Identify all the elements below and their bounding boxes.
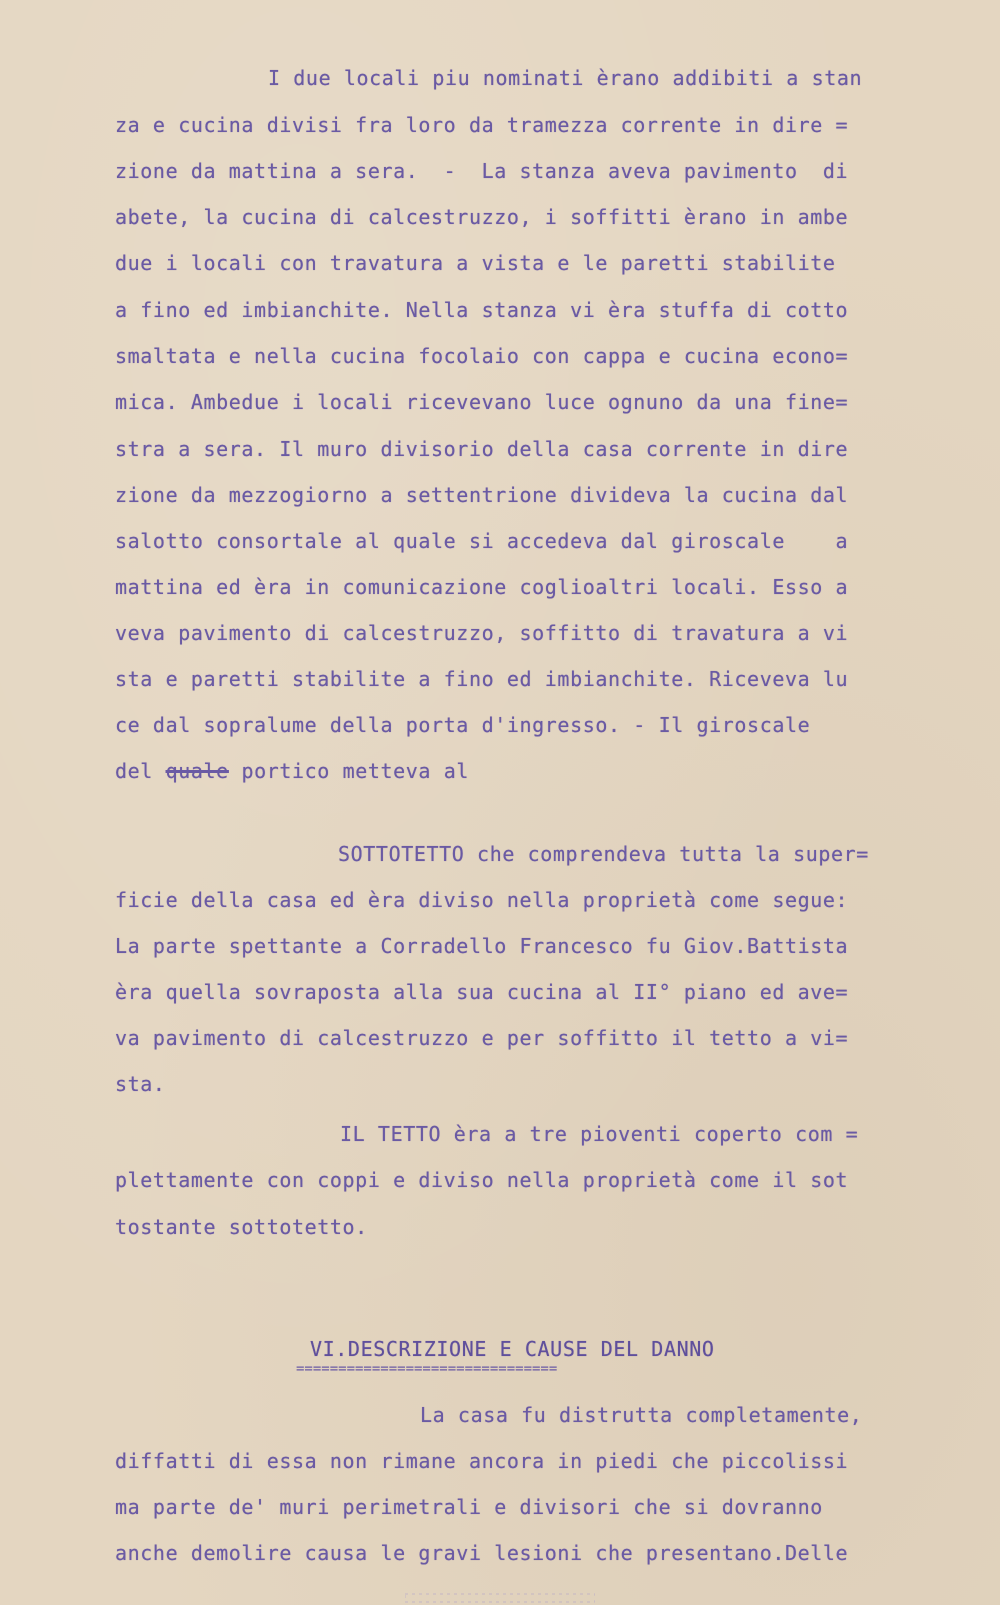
text-line-20: èra quella sovraposta alla sua cucina al II° piano ed ave=	[115, 980, 849, 1004]
text-line-19: La parte spettante a Corradello Francesco fu Giov.Battista	[115, 934, 849, 958]
text-line-16	[115, 759, 920, 783]
text-line-22: sta.	[115, 1072, 166, 1096]
struck-word: quale	[165, 759, 229, 783]
text-line-26: La casa fu distrutta completamente,	[420, 1403, 863, 1427]
text-line-1: I due locali piu nominati èrano addibiti a stan	[268, 66, 863, 90]
text-line-10: zione da mezzogiorno a settentrione divideva la cucina dal	[115, 483, 849, 507]
text-line-6: a fino ed imbianchite. Nella stanza vi èra stuffa di cotto	[115, 298, 849, 322]
text-line-24: plettamente con coppi e diviso nella proprietà come il sot	[115, 1168, 849, 1192]
text-line-8: mica. Ambedue i locali ricevevano luce ognuno da una fine=	[115, 390, 849, 414]
text-line-21: va pavimento di calcestruzzo e per soffitto il tetto a vi=	[115, 1026, 849, 1050]
text-line-14: sta e paretti stabilite a fino ed imbianchite. Riceveva lu	[115, 667, 849, 691]
stamp-remnant-icon	[405, 1590, 595, 1604]
text-line-23: IL TETTO èra a tre pioventi coperto com =	[340, 1122, 859, 1146]
text-line-7: smaltata e nella cucina focolaio con cappa e cucina econo=	[115, 344, 849, 368]
text-line-12: mattina ed èra in comunicazione coglioaltri locali. Esso a	[115, 575, 849, 599]
text-line-29: anche demolire causa le gravi lesioni che presentano.Delle	[115, 1541, 849, 1565]
text-line-15: ce dal sopralume della porta d'ingresso. - Il giroscale	[115, 713, 811, 737]
section-heading: VI.DESCRIZIONE E CAUSE DEL DANNO	[310, 1337, 715, 1361]
text-fragment-suffix: portico metteva al	[228, 759, 469, 783]
text-line-13: veva pavimento di calcestruzzo, soffitto di travatura a vi	[115, 621, 849, 645]
text-line-27: diffatti di essa non rimane ancora in piedi che piccolissi	[115, 1449, 849, 1473]
heading-underline: ===============================	[296, 1361, 558, 1377]
text-line-11: salotto consortale al quale si accedeva dal giroscale a	[115, 529, 849, 553]
text-line-18: ficie della casa ed èra diviso nella proprietà come segue:	[115, 888, 849, 912]
text-line-28: ma parte de' muri perimetrali e divisori che si dovranno	[115, 1495, 823, 1519]
text-line-25: tostante sottotetto.	[115, 1215, 368, 1239]
text-line-3: zione da mattina a sera. - La stanza aveva pavimento di	[115, 159, 849, 183]
text-line-4: abete, la cucina di calcestruzzo, i soffitti èrano in ambe	[115, 205, 849, 229]
text-line-17: SOTTOTETTO che comprendeva tutta la super=	[338, 842, 869, 866]
text-line-2: za e cucina divisi fra loro da tramezza corrente in dire =	[115, 113, 849, 137]
text-line-9: stra a sera. Il muro divisorio della casa corrente in dire	[115, 437, 849, 461]
text-line-5: due i locali con travatura a vista e le paretti stabilite	[115, 251, 836, 275]
text-fragment-prefix: del	[115, 759, 166, 783]
